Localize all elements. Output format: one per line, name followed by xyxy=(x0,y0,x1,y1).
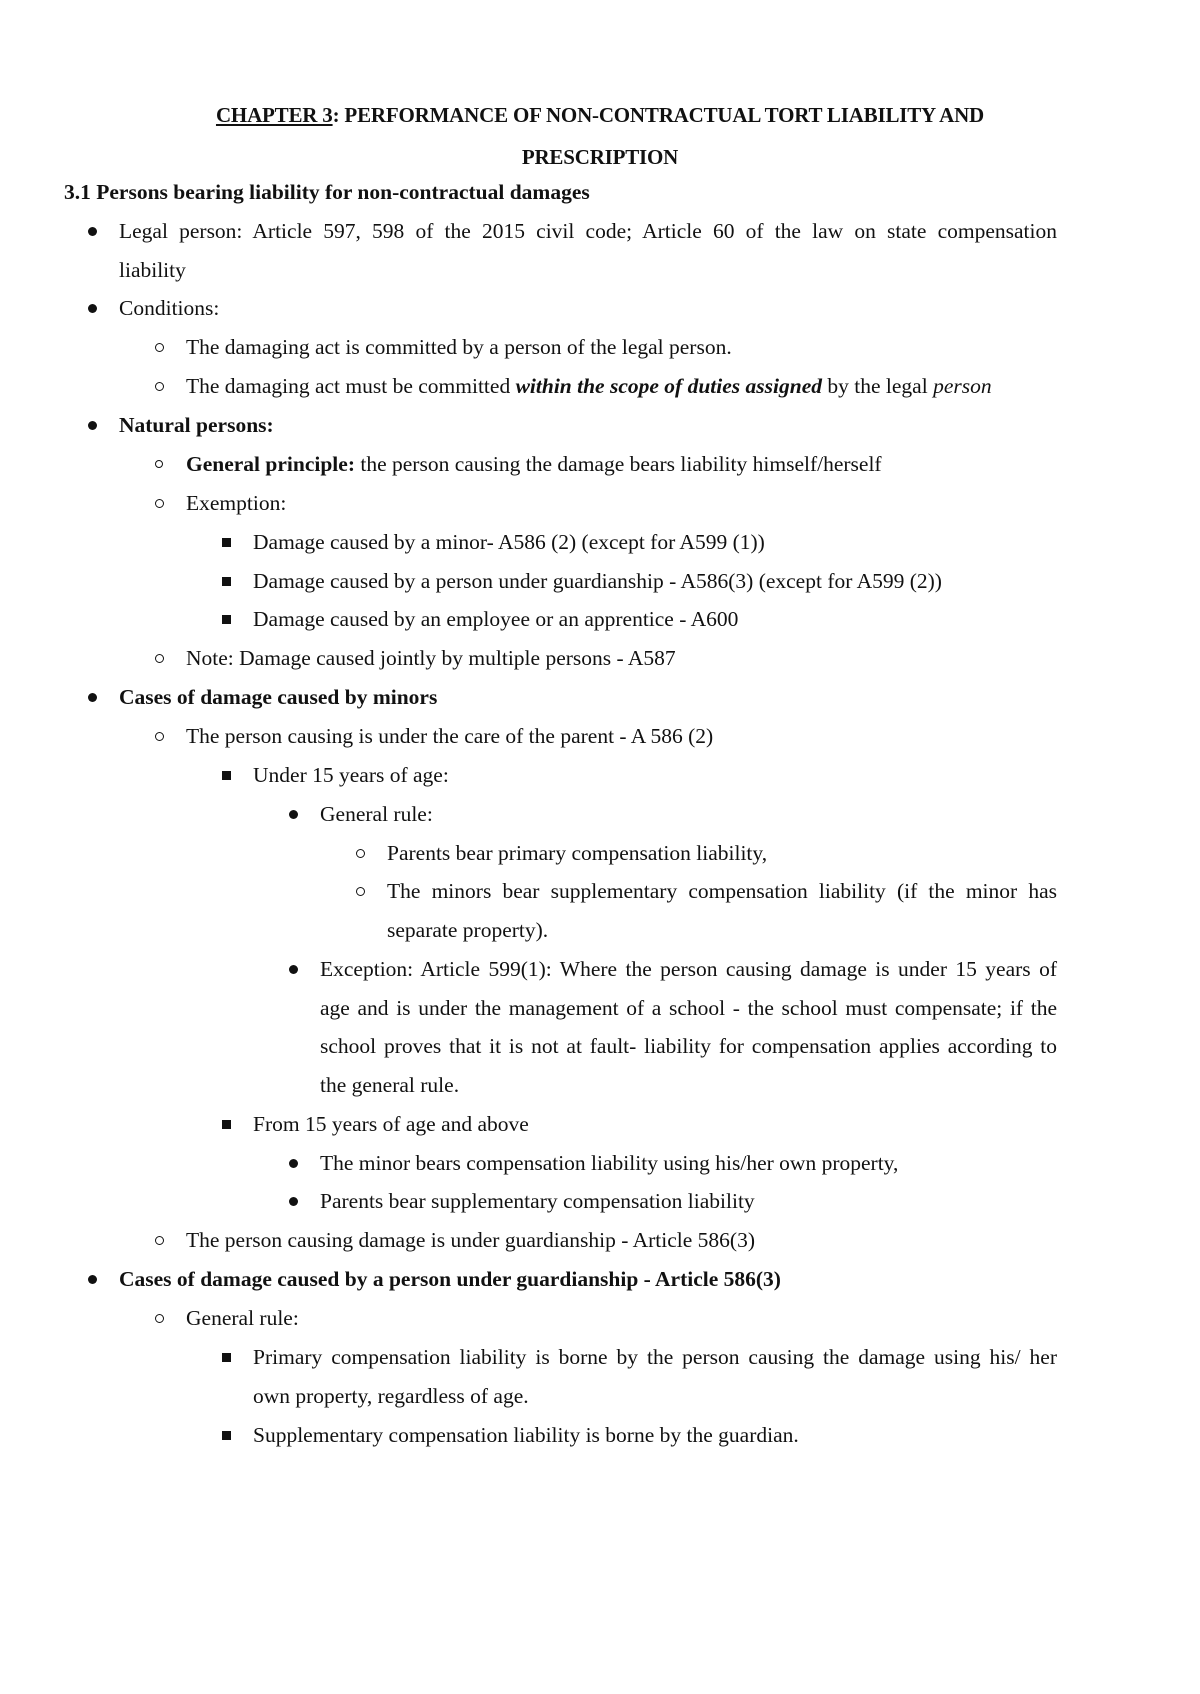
exception-line-3: school proves that it is not at fault- liability for compensation applies according to xyxy=(320,1034,1057,1058)
bullet-circle-icon xyxy=(356,887,365,896)
bullet-square-icon xyxy=(222,1353,231,1362)
bullet-disc-icon xyxy=(289,965,298,974)
rule-item-2-line-1: The minors bear supplementary compensation liability (if the minor has xyxy=(387,879,1057,903)
chapter-title-line-1 xyxy=(0,94,1200,136)
legal-person-line-2: liability xyxy=(119,258,186,282)
bullet-disc-icon xyxy=(88,421,97,430)
bullet-disc-icon xyxy=(289,810,298,819)
guardianship-general-rule: General rule: xyxy=(186,1306,299,1330)
primary-liability-line-1: Primary compensation liability is borne by the person causing the damage using his/ her xyxy=(253,1345,1057,1369)
bullet-square-icon xyxy=(222,538,231,547)
condition-item-2 xyxy=(186,371,992,401)
condition-item-2-italic: person xyxy=(933,374,992,398)
bullet-square-icon xyxy=(222,1120,231,1129)
legal-person-line-1: Legal person: Article 597, 598 of the 2015 civil code; Article 60 of the law on state compensation xyxy=(119,219,1057,243)
bullet-square-icon xyxy=(222,615,231,624)
primary-liability-line-2: own property, regardless of age. xyxy=(253,1384,529,1408)
bullet-disc-icon xyxy=(88,227,97,236)
rule-item-1: Parents bear primary compensation liability, xyxy=(387,841,768,865)
guardianship-cases-label: Cases of damage caused by a person under guardianship - Article 586(3) xyxy=(119,1267,781,1291)
natural-persons-label: Natural persons: xyxy=(119,413,274,437)
bullet-square-icon xyxy=(222,1431,231,1440)
bullet-circle-icon xyxy=(155,343,164,352)
chapter-title-rest: : PERFORMANCE OF NON-CONTRACTUAL TORT LIABILITY AND xyxy=(332,103,985,127)
bullet-disc-icon xyxy=(88,1275,97,1284)
general-principle-label: General principle: xyxy=(186,452,355,476)
bullet-disc-icon xyxy=(289,1159,298,1168)
rule-item-2-line-2: separate property). xyxy=(387,918,549,942)
over-15-item-1: The minor bears compensation liability using his/her own property, xyxy=(320,1151,899,1175)
chapter-title xyxy=(0,94,1200,178)
bullet-disc-icon xyxy=(88,693,97,702)
bullet-circle-icon xyxy=(155,499,164,508)
over-15-item: From 15 years of age and above xyxy=(253,1112,529,1136)
general-principle xyxy=(186,449,882,479)
bullet-square-icon xyxy=(222,771,231,780)
exemption-item-1: Damage caused by a minor- A586 (2) (except for A599 (1)) xyxy=(253,530,765,554)
condition-item-2-prefix: The damaging act must be committed xyxy=(186,374,516,398)
bullet-circle-icon xyxy=(155,732,164,741)
under-15-item: Under 15 years of age: xyxy=(253,763,449,787)
exemption-item-2: Damage caused by a person under guardianship - A586(3) (except for A599 (2)) xyxy=(253,569,942,593)
exemption-label: Exemption: xyxy=(186,491,287,515)
minors-label: Cases of damage caused by minors xyxy=(119,685,438,709)
over-15-item-2: Parents bear supplementary compensation liability xyxy=(320,1189,755,1213)
section-heading: 3.1 Persons bearing liability for non-contractual damages xyxy=(64,180,590,204)
joint-damage-note: Note: Damage caused jointly by multiple persons - A587 xyxy=(186,646,676,670)
bullet-circle-icon xyxy=(155,1236,164,1245)
bullet-disc-icon xyxy=(289,1197,298,1206)
bullet-circle-icon xyxy=(155,460,163,468)
general-principle-text: the person causing the damage bears liability himself/herself xyxy=(355,452,882,476)
guardianship-item: The person causing damage is under guardianship - Article 586(3) xyxy=(186,1228,755,1252)
exception-line-1: Exception: Article 599(1): Where the person causing damage is under 15 years of xyxy=(320,957,1057,981)
condition-item-2-middle: by the legal xyxy=(822,374,934,398)
supplementary-liability: Supplementary compensation liability is borne by the guardian. xyxy=(253,1423,799,1447)
bullet-circle-icon xyxy=(155,654,164,663)
bullet-square-icon xyxy=(222,577,231,586)
exemption-item-3: Damage caused by an employee or an apprentice - A600 xyxy=(253,607,739,631)
chapter-title-line-2: PRESCRIPTION xyxy=(521,145,679,169)
bullet-disc-icon xyxy=(88,304,97,313)
chapter-label: CHAPTER 3 xyxy=(215,103,333,127)
bullet-circle-icon xyxy=(356,849,365,858)
condition-item-2-emphasis: within the scope of duties assigned xyxy=(515,374,822,398)
parent-care-item: The person causing is under the care of the parent - A 586 (2) xyxy=(186,724,714,748)
condition-item-1: The damaging act is committed by a person of the legal person. xyxy=(186,335,732,359)
conditions-label: Conditions: xyxy=(119,296,220,320)
general-rule-item: General rule: xyxy=(320,802,433,826)
bullet-circle-icon xyxy=(155,382,164,391)
bullet-circle-icon xyxy=(155,1314,164,1323)
exception-line-4: the general rule. xyxy=(320,1073,460,1097)
exception-line-2: age and is under the management of a school - the school must compensate; if the xyxy=(320,996,1057,1020)
